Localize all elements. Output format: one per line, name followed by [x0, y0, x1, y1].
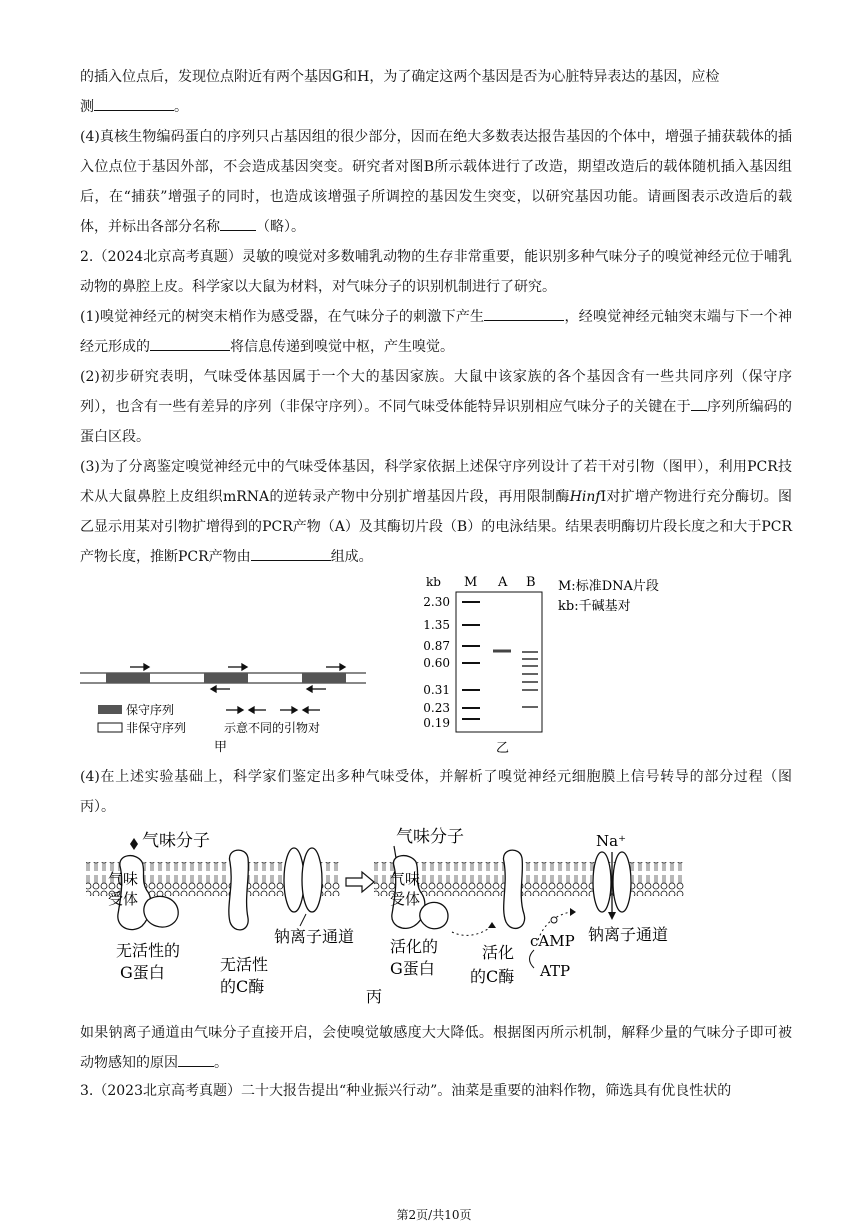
q2-p1-b: ，经嗅觉神经元轴突末端与下一个神经元形成的: [80, 309, 792, 355]
na-channel-label-left: 钠离子通道: [274, 927, 355, 946]
receptor-label-right-2: 受体: [390, 890, 421, 908]
na-channel-left: [302, 848, 322, 912]
q1-part4: [80, 122, 792, 242]
answer-blank[interactable]: [94, 92, 174, 111]
q2-part4-question: [80, 1018, 792, 1078]
figure-bing: [84, 822, 784, 1018]
g-protein-inactive: [144, 896, 178, 927]
odor-label-right: 气味分子: [396, 827, 464, 847]
q1-part4-text: (4)真核生物编码蛋白的序列只占基因组的很少部分，因而在绝大多数表达报告基因的个体中，增强子捕获载体的插入位点位于基因外部，不会造成基因突变。研究者对图B所示载体进行了改造，期望改造后的载体随机插入基因组后，在“捕获”增强子的同时，也造成该增强子所调控的基因发生突变，以研究基因功能。请画图表示改造后的载体，并标出各部分名称: [80, 129, 792, 235]
page-footer: 第2页/共10页: [396, 1208, 472, 1222]
odor-label-left: 气味分子: [142, 831, 210, 851]
answer-blank[interactable]: [150, 332, 230, 351]
lane-label-m: M: [464, 575, 478, 590]
na-label: Na⁺: [596, 832, 626, 850]
g-protein-active: [420, 902, 448, 928]
na-channel-label-right: 钠离子通道: [588, 925, 669, 944]
legend-marker: M:标准DNA片段: [558, 579, 659, 594]
dotted-arrow: [452, 926, 492, 935]
q2-p1-c: 将信息传递到嗅觉中枢，产生嗅觉。: [230, 339, 454, 355]
tick-label: 0.87: [423, 639, 450, 653]
tick-label: 0.60: [423, 656, 450, 670]
c-inactive-label-1: 无活性: [220, 955, 269, 974]
q1-continuation: [80, 62, 792, 122]
odor-arrow: [394, 846, 396, 858]
tick-label: 0.23: [423, 701, 450, 715]
c-active-label-1: 活化: [482, 943, 515, 962]
na-channel-right: [593, 852, 611, 912]
g-inactive-label-2: G蛋白: [120, 963, 165, 982]
q2-p4-q-b: 。: [214, 1055, 228, 1071]
q3-intro: 3.（2023北京高考真题）二十大报告提出“种业振兴行动”。油菜是重要的油料作物，筛选具有优良性状的: [80, 1083, 732, 1099]
transition-arrow: [346, 872, 374, 892]
q2-p1-a: (1)嗅觉神经元的树突末梢作为感受器，在气味分子的刺激下产生: [80, 309, 485, 325]
legend-nonconserved: 非保守序列: [126, 721, 187, 735]
figure-bing-caption: 丙: [366, 987, 383, 1006]
answer-blank[interactable]: [484, 302, 564, 321]
camp-label: cAMP: [530, 932, 575, 950]
tick-label: 1.35: [423, 618, 450, 632]
g-inactive-label-1: 无活性的: [116, 941, 181, 960]
figure-jia-caption: 甲: [214, 740, 228, 755]
q2-part4: (4)在上述实验基础上，科学家们鉴定出多种气味受体，并解析了嗅觉神经元细胞膜上信号转导的部分过程（图丙）。: [80, 769, 792, 815]
q2-part3: [80, 452, 792, 572]
q2-p2-b: 序列所编码的蛋白区段。: [80, 399, 793, 445]
answer-blank[interactable]: [691, 392, 707, 411]
q2-p3-a: (3)为了分离鉴定嗅觉神经元中的气味受体基因，科学家依据上述保守序列设计了若干对引物（图甲），利用PCR技术从大鼠鼻腔上皮组织mRNA的逆转录产物中分别扩增基因片段，再用限制酶: [80, 459, 792, 505]
figure-jia: [76, 655, 376, 755]
conserved-block: [204, 673, 248, 683]
q2-p3-c: 组成。: [330, 549, 373, 565]
enzyme-name: Hinf: [569, 489, 601, 505]
q2-p4-q-a: 如果钠离子通道由气味分子直接开启，会使嗅觉敏感度大大降低。根据图丙所示机制，解释少量的气味分子即可被动物感知的原因: [80, 1025, 792, 1071]
figure-yi-caption: 乙: [496, 741, 510, 756]
tick-label: 2.30: [423, 595, 450, 609]
lane-label-b: B: [526, 575, 536, 590]
conserved-block: [106, 673, 150, 683]
c-enzyme-active: [503, 850, 524, 928]
q2-intro: 2.（2024北京高考真题）灵敏的嗅觉对多数哺乳动物的生存非常重要，能识别多种气味分子的嗅觉神经元位于哺乳动物的鼻腔上皮。科学家以大鼠为材料，对气味分子的识别机制进行了研究。: [80, 249, 792, 295]
q2-part2: [80, 362, 792, 452]
conserved-block: [302, 673, 346, 683]
lane-label-a: A: [498, 575, 508, 590]
answer-blank[interactable]: [178, 1048, 214, 1067]
q2-p2-a: (2)初步研究表明，气味受体基因属于一个大的基因家族。大鼠中该家族的各个基因含有一些共同序列（保守序列），也含有一些有差异的序列（非保守序列）。不同气味受体能特异识别相应气味分子的关键在于: [80, 369, 792, 415]
tick-label: 0.31: [423, 683, 450, 697]
odor-molecule-icon: [130, 838, 138, 850]
tick-label: 0.19: [423, 716, 450, 730]
receptor-label-right-1: 气味: [390, 870, 421, 888]
na-channel-right: [613, 852, 631, 912]
legend-primers: 示意不同的引物对: [224, 721, 321, 735]
q1-line2-end: 。: [174, 99, 188, 115]
q1-line1: 的插入位点后，发现位点附近有两个基因G和H，为了确定这两个基因是否为心脏特异表达的基因，应检: [80, 69, 720, 85]
receptor-label-left-1: 气味: [108, 870, 139, 888]
na-channel-left: [284, 848, 304, 912]
answer-blank[interactable]: [251, 542, 331, 561]
c-active-label-2: 的C酶: [470, 967, 515, 986]
c-inactive-label-2: 的C酶: [220, 977, 265, 996]
c-enzyme-inactive: [229, 850, 249, 930]
g-active-label-2: G蛋白: [390, 959, 435, 978]
axis-unit: kb: [426, 575, 441, 589]
figure-yi: [414, 570, 694, 760]
answer-blank[interactable]: [220, 212, 256, 231]
q1-part4-end: （略）。: [256, 219, 305, 235]
atp-label: ATP: [540, 962, 571, 980]
receptor-label-left-2: 受体: [108, 890, 139, 908]
g-active-label-1: 活化的: [390, 937, 439, 956]
q1-line2: 测: [80, 99, 94, 115]
q2-p3-b: I对扩增产物进行充分酶切。图乙显示用某对引物扩增得到的PCR产物（A）及其酶切片段（B）的电泳结果。结果表明酶切片段长度之和大于PCR产物长度，推断PCR产物由: [80, 489, 792, 565]
legend-kb: kb:千碱基对: [558, 599, 631, 614]
q2-part1: [80, 302, 792, 362]
legend-conserved: 保守序列: [126, 703, 175, 717]
